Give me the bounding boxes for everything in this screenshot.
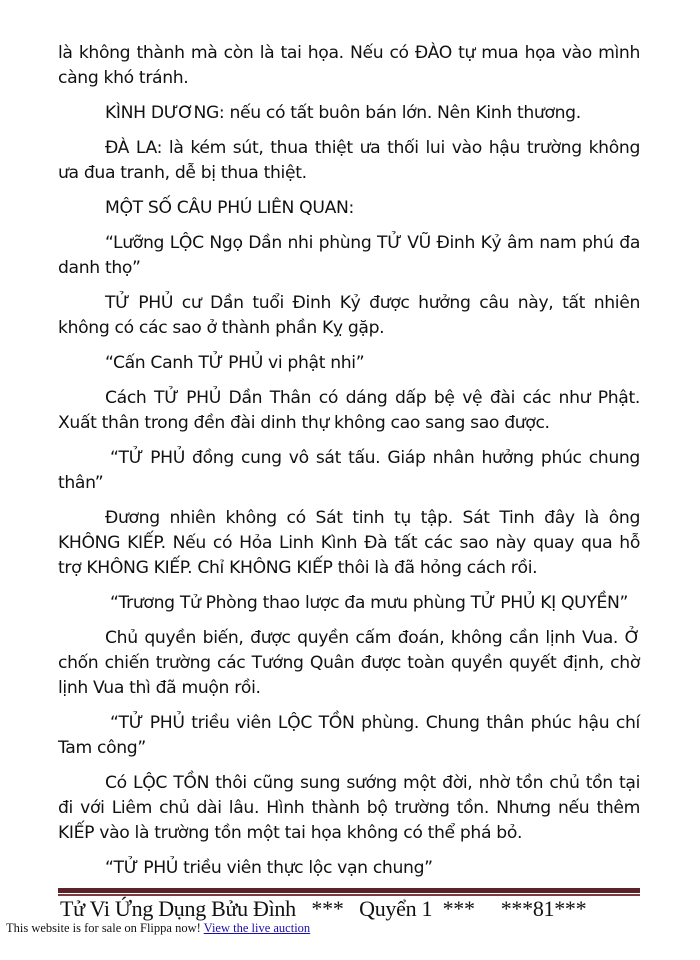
live-auction-link[interactable]: View the live auction [203, 921, 311, 935]
sale-banner [6, 921, 310, 936]
quote-thuc-loc: “TỬ PHỦ triều viên thực lộc vạn chung” [105, 858, 433, 878]
quote-luong-loc: “Lưỡng LỘC Ngọ Dần nhi phùng TỬ VŨ Đinh Kỷ âm nam phú đa danh thọ” [58, 233, 640, 278]
page-footer [60, 896, 650, 922]
footer-separator: *** [311, 896, 344, 921]
quote-loc-ton: “TỬ PHỦ triều viên LỘC TỒN phùng. Chung thân phúc hậu chí Tam công” [58, 713, 640, 758]
quote-truong-tu-phong: “Trương Tử Phòng thao lược đa mưu phùng TỬ PHỦ KỊ QUYỀN” [110, 593, 629, 613]
section-heading: MỘT SỐ CÂU PHÚ LIÊN QUAN: [105, 198, 354, 218]
quote-dong-cung: “TỬ PHỦ đồng cung vô sát tấu. Giáp nhân hưởng phúc chung thân” [58, 448, 640, 493]
document-page [58, 41, 640, 891]
footer-book-title: Tử Vi Ứng Dụng Bửu Đình [60, 896, 296, 921]
sale-banner-text: This website is for sale on Flippa now! [6, 921, 204, 935]
paragraph-co-loc-ton: Có LỘC TỒN thôi cũng sung sướng một đời, nhờ tồn chủ tồn tại đi với Liêm chủ dài lâu. Hình thành bộ trường tồn. Nhưng nếu thêm KIẾP vào là trường tồn một tai họa không có thể phá bỏ. [58, 773, 640, 843]
paragraph-da-la: ĐÀ LA: là kém sút, thua thiệt ưa thối lui vào hậu trường không ưa đua tranh, dễ bị thua thiệt. [58, 138, 640, 183]
paragraph-chu-quyen: Chủ quyền biến, được quyền cấm đoán, không cần lịnh Vua. Ở chốn chiến trường các Tướng Quân được toàn quyền quyết định, chờ lịnh Vua thì đã muộn rồi. [58, 628, 640, 698]
paragraph-continuation: là không thành mà còn là tai họa. Nếu có ĐÀO tự mua họa vào mình càng khó tránh. [58, 43, 640, 88]
paragraph-cach-tu-phu: Cách TỬ PHỦ Dần Thân có dáng dấp bệ vệ đài các như Phật. Xuất thân trong đền đài dinh thự không cao sang sao được. [58, 388, 640, 433]
footer-separator: *** [442, 896, 475, 921]
footer-divider [58, 888, 640, 896]
footer-volume: Quyển 1 [359, 896, 433, 921]
footer-page-number: ***81*** [500, 896, 587, 921]
paragraph-tu-phu-dan: TỬ PHỦ cư Dần tuổi Đinh Kỷ được hưởng câu này, tất nhiên không có các sao ở thành phần Kỵ gặp. [58, 293, 640, 338]
quote-can-canh: “Cấn Canh TỬ PHỦ vi phật nhi” [105, 353, 365, 373]
paragraph-kinh-duong: KÌNH DƯƠNG: nếu có tất buôn bán lớn. Nên Kinh thương. [105, 103, 581, 123]
paragraph-sat-tinh: Đương nhiên không có Sát tinh tụ tập. Sát Tinh đây là ông KHÔNG KIẾP. Nếu có Hỏa Linh Kình Đà tất các sao này quay qua hỗ trợ KHÔNG KIẾP. Chỉ KHÔNG KIẾP thôi là đã hỏng cách rồi. [58, 508, 640, 578]
